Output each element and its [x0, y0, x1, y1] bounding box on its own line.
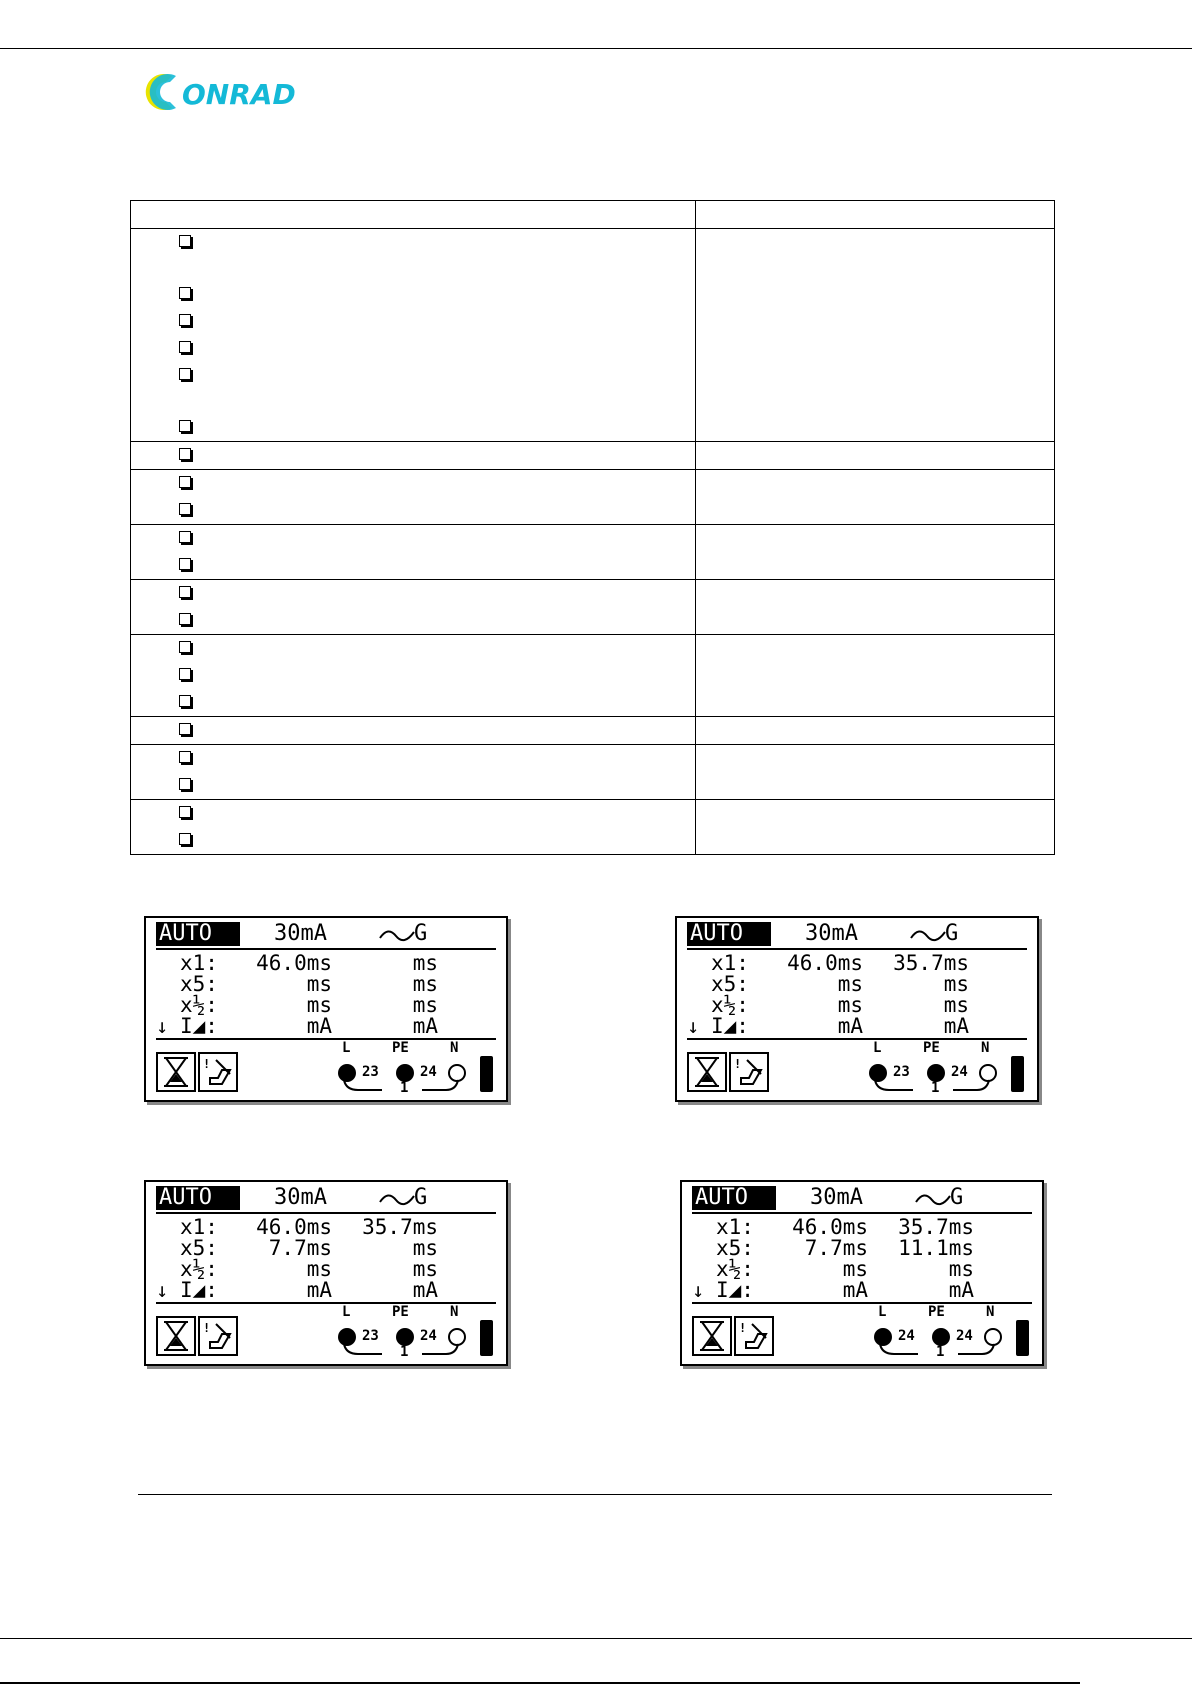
value-2: 35.7ms	[362, 1215, 438, 1239]
checklist-item	[131, 414, 695, 441]
measurement-row	[154, 994, 494, 1016]
checklist-item	[131, 745, 695, 772]
lcd-header	[156, 1186, 496, 1210]
save-icon[interactable]	[198, 1052, 238, 1092]
terminal-l-label: L	[342, 1040, 351, 1056]
table-row	[131, 525, 1055, 580]
wave-type-label: G	[950, 1185, 964, 1210]
checkbox[interactable]	[179, 695, 191, 707]
checkbox[interactable]	[179, 476, 191, 488]
table-row	[131, 442, 1055, 470]
checklist-item	[131, 442, 695, 469]
down-arrow-icon: ↓	[156, 1014, 169, 1038]
terminal-l-label: L	[873, 1040, 882, 1056]
lcd-header	[156, 922, 496, 946]
checklist-cell	[131, 580, 696, 635]
checkbox[interactable]	[179, 368, 191, 380]
result-cell	[696, 525, 1055, 580]
checkbox[interactable]	[179, 503, 191, 515]
table-row	[131, 470, 1055, 525]
current-label: 30mA	[805, 921, 858, 946]
voltage-pe-n: 24	[951, 1064, 968, 1080]
wave-type-label: G	[414, 921, 428, 946]
checkbox[interactable]	[179, 641, 191, 653]
conrad-logo	[142, 68, 297, 116]
checklist-item	[131, 470, 695, 497]
result-cell	[696, 442, 1055, 470]
ac-wave-icon	[914, 1188, 954, 1210]
value-2: ms	[943, 972, 969, 996]
lcd-separator	[692, 1302, 1032, 1304]
checkbox[interactable]	[179, 751, 191, 763]
lcd-separator	[156, 1038, 496, 1040]
value-1: 46.0ms	[787, 951, 863, 975]
checkbox[interactable]	[179, 586, 191, 598]
save-icon[interactable]	[729, 1052, 769, 1092]
checkbox[interactable]	[179, 778, 191, 790]
lcd-separator	[687, 948, 1027, 950]
value-2: ms	[412, 993, 438, 1017]
hourglass-icon[interactable]	[687, 1052, 727, 1092]
terminal-pe-label: PE	[928, 1304, 945, 1320]
checklist-item	[131, 717, 695, 744]
value-2: ms	[412, 972, 438, 996]
measurement-row	[690, 1237, 1030, 1259]
checklist-item	[131, 362, 695, 414]
mode-label: AUTO	[687, 922, 771, 946]
row-label: I◢:	[180, 1014, 218, 1038]
ac-wave-icon	[378, 924, 418, 946]
lcd-header	[687, 922, 1027, 946]
value-1: 46.0ms	[256, 1215, 332, 1239]
value-2: ms	[943, 993, 969, 1017]
value-2: 11.1ms	[898, 1236, 974, 1260]
battery-icon	[480, 1320, 493, 1356]
row-label: x5:	[180, 972, 218, 996]
value-2: mA	[412, 1014, 438, 1038]
battery-icon	[480, 1056, 493, 1092]
row-label: x½:	[711, 993, 749, 1017]
row-label: x1:	[716, 1215, 754, 1239]
measurement-row	[154, 1015, 494, 1037]
checkbox[interactable]	[179, 314, 191, 326]
checkbox[interactable]	[179, 833, 191, 845]
row-label: x5:	[716, 1236, 754, 1260]
row-label: x1:	[711, 951, 749, 975]
voltage-l-n: 1	[400, 1080, 409, 1096]
value-2: ms	[412, 951, 438, 975]
result-cell	[696, 635, 1055, 717]
current-label: 30mA	[274, 1185, 327, 1210]
checklist-item	[131, 662, 695, 689]
down-arrow-icon: ↓	[692, 1278, 705, 1302]
terminal-n-label: N	[981, 1040, 990, 1056]
hourglass-icon[interactable]	[156, 1052, 196, 1092]
measurement-row	[690, 1279, 1030, 1301]
terminal-n-label: N	[986, 1304, 995, 1320]
lcd-screen	[675, 916, 1039, 1102]
checklist-cell	[131, 635, 696, 717]
value-1: 46.0ms	[792, 1215, 868, 1239]
svg-text:!: !	[739, 1321, 747, 1335]
value-1: mA	[306, 1278, 332, 1302]
row-label: x1:	[180, 951, 218, 975]
checkbox[interactable]	[179, 235, 191, 247]
value-2: ms	[948, 1257, 974, 1281]
checklist-table	[130, 200, 1055, 855]
terminal-n-label: N	[450, 1304, 459, 1320]
voltage-l-n: 1	[400, 1344, 409, 1360]
svg-text:ONRAD: ONRAD	[182, 78, 296, 111]
hourglass-icon[interactable]	[156, 1316, 196, 1356]
measurement-row	[154, 1279, 494, 1301]
table-body	[131, 229, 1055, 855]
hourglass-icon[interactable]	[692, 1316, 732, 1356]
lcd-separator	[692, 1212, 1032, 1214]
value-1: ms	[842, 1257, 868, 1281]
measurement-row	[685, 973, 1025, 995]
checklist-item	[131, 552, 695, 579]
checklist-cell	[131, 525, 696, 580]
measurement-row	[690, 1258, 1030, 1280]
header-rule	[0, 48, 1192, 49]
measurement-row	[154, 1216, 494, 1238]
checklist-item	[131, 800, 695, 827]
row-label: x½:	[180, 993, 218, 1017]
table-header-row	[131, 201, 1055, 229]
battery-icon	[1011, 1056, 1024, 1092]
value-1: ms	[306, 972, 332, 996]
checklist-item	[131, 772, 695, 799]
measurement-row	[685, 1015, 1025, 1037]
lcd-separator	[156, 1302, 496, 1304]
voltage-l-pe: 23	[893, 1064, 910, 1080]
value-2: ms	[412, 1257, 438, 1281]
value-1: 7.7ms	[268, 1236, 332, 1260]
measurement-row	[154, 952, 494, 974]
wave-type-label: G	[945, 921, 959, 946]
value-2: mA	[943, 1014, 969, 1038]
down-arrow-icon: ↓	[687, 1014, 700, 1038]
table-row	[131, 580, 1055, 635]
lcd-separator	[156, 948, 496, 950]
checkbox[interactable]	[179, 723, 191, 735]
value-2: 35.7ms	[893, 951, 969, 975]
save-icon[interactable]	[734, 1316, 774, 1356]
checkbox[interactable]	[179, 420, 191, 432]
value-1: ms	[837, 972, 863, 996]
save-icon[interactable]	[198, 1316, 238, 1356]
result-cell	[696, 580, 1055, 635]
value-1: ms	[306, 1257, 332, 1281]
checklist-item	[131, 525, 695, 552]
terminal-pe-label: PE	[923, 1040, 940, 1056]
value-2: mA	[412, 1278, 438, 1302]
checkbox[interactable]	[179, 558, 191, 570]
table-row	[131, 635, 1055, 717]
table-row	[131, 717, 1055, 745]
current-label: 30mA	[810, 1185, 863, 1210]
result-cell	[696, 745, 1055, 800]
checklist-item	[131, 607, 695, 634]
value-2: mA	[948, 1278, 974, 1302]
value-1: mA	[842, 1278, 868, 1302]
terminal-l-label: L	[878, 1304, 887, 1320]
checklist-item	[131, 229, 695, 281]
result-cell	[696, 229, 1055, 442]
voltage-pe-n: 24	[420, 1064, 437, 1080]
measurement-row	[685, 952, 1025, 974]
table-row	[131, 745, 1055, 800]
lcd-separator	[687, 1038, 1027, 1040]
value-1: 46.0ms	[256, 951, 332, 975]
terminal-pe-label: PE	[392, 1040, 409, 1056]
row-label: I◢:	[180, 1278, 218, 1302]
checklist-item	[131, 689, 695, 716]
value-1: mA	[306, 1014, 332, 1038]
value-2: 35.7ms	[898, 1215, 974, 1239]
checkbox[interactable]	[179, 613, 191, 625]
checkbox[interactable]	[179, 531, 191, 543]
voltage-l-pe: 23	[362, 1328, 379, 1344]
terminal-n-label: N	[450, 1040, 459, 1056]
checklist-cell	[131, 717, 696, 745]
svg-text:!: !	[734, 1057, 742, 1071]
value-2: ms	[412, 1236, 438, 1260]
row-label: x1:	[180, 1215, 218, 1239]
table-row	[131, 229, 1055, 442]
checkbox[interactable]	[179, 341, 191, 353]
checklist-item	[131, 497, 695, 524]
checklist-item	[131, 335, 695, 362]
measurement-row	[154, 1258, 494, 1280]
measurement-row	[685, 994, 1025, 1016]
row-label: x5:	[180, 1236, 218, 1260]
battery-icon	[1016, 1320, 1029, 1356]
ac-wave-icon	[378, 1188, 418, 1210]
lcd-screen	[144, 1180, 508, 1366]
value-1: ms	[837, 993, 863, 1017]
ac-wave-icon	[909, 924, 949, 946]
footer-rule-short	[138, 1494, 1052, 1495]
checklist-cell	[131, 470, 696, 525]
checkbox[interactable]	[179, 287, 191, 299]
mode-label: AUTO	[692, 1186, 776, 1210]
footer-rule-bottom	[0, 1682, 1080, 1684]
checklist-item	[131, 281, 695, 308]
row-label: I◢:	[716, 1278, 754, 1302]
header-cell-2	[696, 201, 1055, 229]
lcd-screen	[144, 916, 508, 1102]
down-arrow-icon: ↓	[156, 1278, 169, 1302]
mode-label: AUTO	[156, 922, 240, 946]
measurement-row	[690, 1216, 1030, 1238]
mode-label: AUTO	[156, 1186, 240, 1210]
checklist-item	[131, 827, 695, 854]
row-label: x½:	[716, 1257, 754, 1281]
svg-text:!: !	[203, 1321, 211, 1335]
row-label: x5:	[711, 972, 749, 996]
checklist-item	[131, 635, 695, 662]
voltage-l-pe: 23	[362, 1064, 379, 1080]
result-cell	[696, 717, 1055, 745]
measurement-row	[154, 973, 494, 995]
result-cell	[696, 800, 1055, 855]
current-label: 30mA	[274, 921, 327, 946]
terminal-l-label: L	[342, 1304, 351, 1320]
checklist-cell	[131, 442, 696, 470]
value-1: ms	[306, 993, 332, 1017]
lcd-screen	[680, 1180, 1044, 1366]
row-label: I◢:	[711, 1014, 749, 1038]
checklist-item	[131, 308, 695, 335]
voltage-l-n: 1	[936, 1344, 945, 1360]
lcd-header	[692, 1186, 1032, 1210]
checkbox[interactable]	[179, 806, 191, 818]
checkbox[interactable]	[179, 668, 191, 680]
checklist-cell	[131, 745, 696, 800]
terminal-pe-label: PE	[392, 1304, 409, 1320]
footer-rule	[0, 1638, 1192, 1639]
result-cell	[696, 470, 1055, 525]
checklist-cell	[131, 229, 696, 442]
voltage-l-n: 1	[931, 1080, 940, 1096]
value-1: mA	[837, 1014, 863, 1038]
value-1: 7.7ms	[804, 1236, 868, 1260]
row-label: x½:	[180, 1257, 218, 1281]
lcd-separator	[156, 1212, 496, 1214]
wave-type-label: G	[414, 1185, 428, 1210]
voltage-pe-n: 24	[956, 1328, 973, 1344]
table-row	[131, 800, 1055, 855]
svg-text:!: !	[203, 1057, 211, 1071]
checklist-item	[131, 580, 695, 607]
voltage-l-pe: 24	[898, 1328, 915, 1344]
header-cell-1	[131, 201, 696, 229]
checkbox[interactable]	[179, 448, 191, 460]
measurement-row	[154, 1237, 494, 1259]
voltage-pe-n: 24	[420, 1328, 437, 1344]
checklist-cell	[131, 800, 696, 855]
